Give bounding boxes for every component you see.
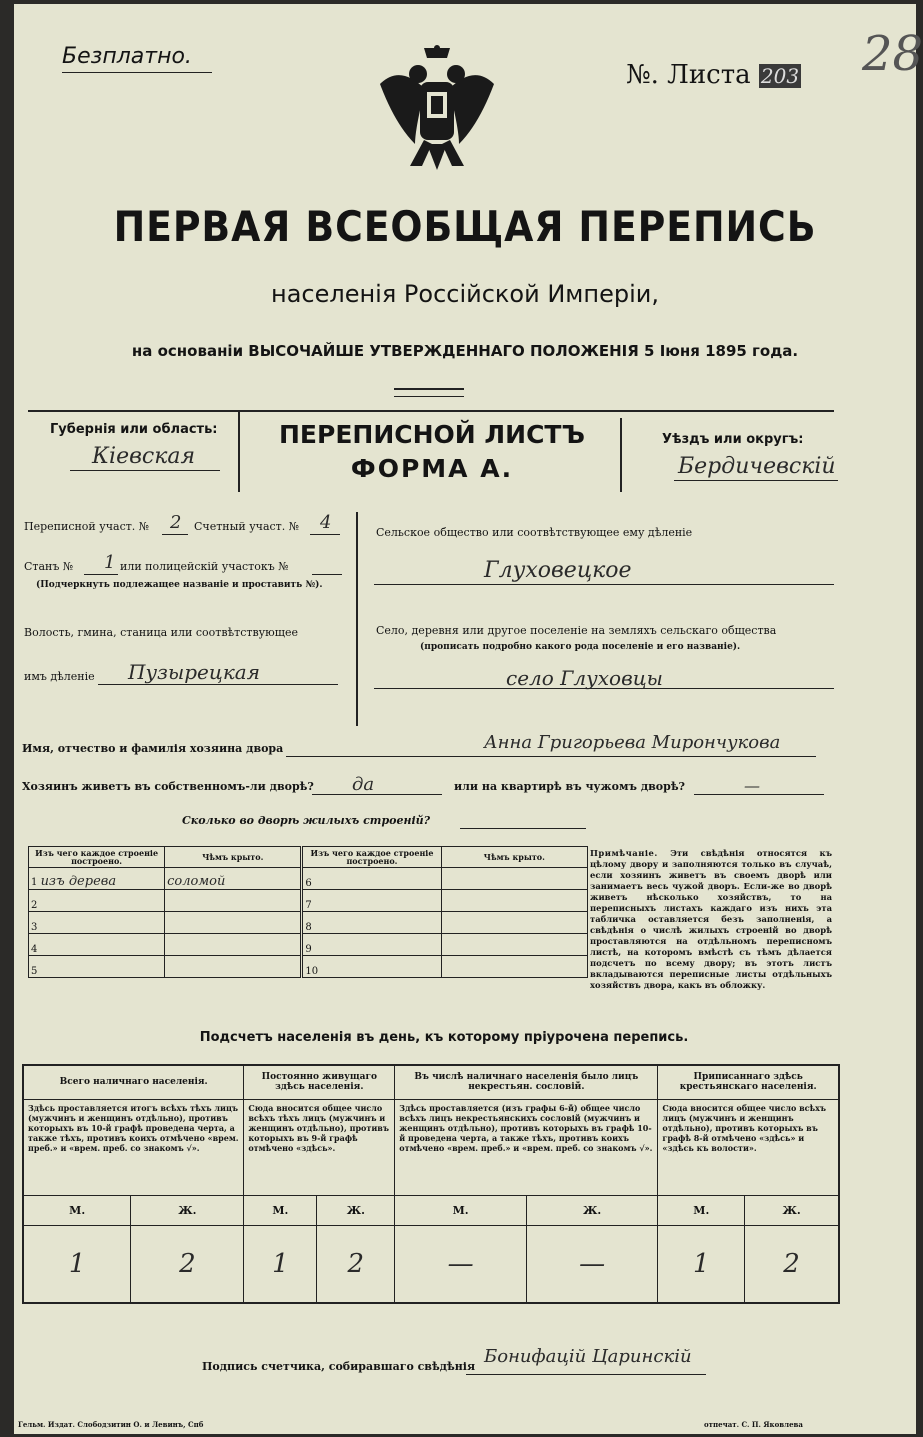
volost-line <box>98 684 338 685</box>
census-title: ПЕРВАЯ ВСЕОБЩАЯ ПЕРЕПИСЬ <box>113 202 817 251</box>
building-material: изъ дерева <box>40 874 117 889</box>
buildings-line <box>460 828 586 829</box>
schet-uch-line <box>310 534 340 535</box>
count-col-head: Всего наличнаго населенія. <box>23 1065 244 1099</box>
printer-left: Гельм. Издат. Слободзитин О. и Левинъ, Спб <box>18 1420 204 1429</box>
table-row <box>29 912 588 934</box>
perepis-uch-line <box>162 534 188 535</box>
row-num: 5 <box>31 966 38 977</box>
count-col-head: Постоянно живущаго здѣсь населенія. <box>244 1065 395 1099</box>
owner-rent-value: — <box>744 776 760 795</box>
signature-line <box>466 1374 706 1375</box>
sheet-number <box>626 60 801 90</box>
corner-mark: 28 <box>862 26 923 82</box>
count-m-value: — <box>395 1225 527 1303</box>
f-header: Ж. <box>317 1195 395 1225</box>
owner-name-label: Имя, отчество и фамилія хозяина двора <box>22 742 284 755</box>
count-title: Подсчетъ населенія въ день, къ которому пріурочена перепись. <box>199 1030 689 1045</box>
count-col-desc: Здѣсь проставляется (изъ графы 6-й) общее число всѣхъ лицъ некрестьянскихъ сословій (мужчинъ и женщинъ отдѣльно), противъ которыхъ въ графѣ 10-й проведена черта, а также тѣхъ, противъ коихъ отмѣчено «врем. преб.» и «врем. преб. со знакомъ √». <box>395 1099 658 1195</box>
row-num: 3 <box>31 922 38 933</box>
perepis-uch-label: Переписной участ. № <box>24 520 150 533</box>
owner-own-line <box>312 794 442 795</box>
society-value: Глуховецкое <box>484 558 632 583</box>
building-roof: соломой <box>167 874 226 889</box>
owner-own-label: Хозяинъ живетъ въ собственномъ-ли дворѣ? <box>22 780 314 793</box>
note-block <box>590 848 832 991</box>
row-num: 1 <box>31 877 38 888</box>
count-f-value: 2 <box>317 1225 395 1303</box>
owner-rent-label: или на квартирѣ въ чужомъ дворѣ? <box>454 780 685 793</box>
volost-value: Пузырецкая <box>128 660 260 684</box>
stan-line <box>84 574 118 575</box>
census-sheet <box>14 4 923 1434</box>
ornament-divider <box>394 388 464 397</box>
stan-value: 1 <box>104 552 116 573</box>
census-subtitle: населенія Россійской Имперіи, <box>271 280 659 308</box>
count-f-value: 2 <box>131 1225 244 1303</box>
table-row <box>29 868 588 890</box>
police-line <box>312 574 342 575</box>
form-label: ФОРМА А. <box>350 454 514 483</box>
middle-divider <box>356 512 358 726</box>
gubernia-label: Губернія или область: <box>50 422 218 437</box>
m-header: М. <box>23 1195 131 1225</box>
uezd-divider <box>620 418 622 492</box>
gubernia-line <box>70 470 220 471</box>
count-col-head: Приписаннаго здѣсь крестьянскаго населенія. <box>658 1065 839 1099</box>
table-row <box>29 934 588 956</box>
underline-note: (Подчеркнуть подлежащее названіе и проставить №). <box>36 580 323 590</box>
village-note: (прописать подробно какого рода поселеніе и его названіе). <box>420 642 741 652</box>
double-headed-eagle-emblem <box>372 44 502 174</box>
signature-value: Бонифацій Царинскій <box>484 1346 692 1367</box>
count-f-value: — <box>526 1225 658 1303</box>
sheet-title: ПЕРЕПИСНОЙ ЛИСТЪ <box>279 420 585 449</box>
schet-uch-value: 4 <box>320 512 332 533</box>
printer-right: отпечат. С. П. Яковлева <box>704 1420 803 1429</box>
police-label: или полицейскій участокъ № <box>120 560 289 573</box>
free-label: Безплатно. <box>62 44 192 69</box>
owner-name-value: Анна Григорьева Мирончукова <box>484 732 781 753</box>
row-num: 6 <box>305 878 312 889</box>
f-header: Ж. <box>526 1195 658 1225</box>
count-f-value: 2 <box>745 1225 839 1303</box>
village-label: Село, деревня или другое поселеніе на земляхъ сельскаго общества <box>376 624 777 637</box>
buildings-table <box>28 846 588 978</box>
note-label: Примѣчаніе. <box>590 848 658 858</box>
society-label: Сельское общество или соотвѣтствующее ему дѣленіе <box>376 526 693 539</box>
volost-label-2: имъ дѣленіе <box>24 670 95 683</box>
uezd-value: Бердичевскій <box>678 454 836 479</box>
row-num: 7 <box>305 900 312 911</box>
top-box-border <box>28 410 834 412</box>
society-line <box>374 584 834 585</box>
m-header: М. <box>244 1195 317 1225</box>
row-num: 9 <box>305 944 312 955</box>
buildings-col-roof: Чѣмъ крыто. <box>165 847 302 868</box>
count-col-desc: Сюда вносится общее число всѣхъ лицъ (мужчинъ и женщинъ отдѣльно), противъ которыхъ въ графѣ 8-й отмѣчено «здѣсь» и «здѣсь къ волости». <box>658 1099 839 1195</box>
count-col-desc: Сюда вносится общее число всѣхъ тѣхъ лицъ (мужчинъ и женщинъ отдѣльно), противъ которыхъ въ 9-й графѣ отмѣчено «здѣсь». <box>244 1099 395 1195</box>
owner-own-value: да <box>352 774 375 795</box>
f-header: Ж. <box>131 1195 244 1225</box>
row-num: 8 <box>305 922 312 933</box>
table-row <box>29 890 588 912</box>
schet-uch-label: Счетный участ. № <box>194 520 300 533</box>
count-table <box>22 1064 840 1304</box>
count-m-value: 1 <box>658 1225 745 1303</box>
owner-name-line <box>286 756 816 757</box>
buildings-col-material: Изъ чего каждое строеніе построено. <box>29 847 165 868</box>
buildings-col-roof-2: Чѣмъ крыто. <box>441 847 587 868</box>
sheet-number-label: №. Листа <box>626 60 751 90</box>
signature-label: Подпись счетчика, собиравшаго свѣдѣнія <box>202 1360 476 1373</box>
village-line <box>374 688 834 689</box>
gubernia-divider <box>238 410 240 492</box>
m-header: М. <box>658 1195 745 1225</box>
buildings-col-material-2: Изъ чего каждое строеніе построено. <box>302 847 441 868</box>
uezd-line <box>674 480 838 481</box>
row-num: 4 <box>31 944 38 955</box>
gubernia-value: Кіевская <box>92 444 196 469</box>
count-m-value: 1 <box>244 1225 317 1303</box>
count-col-head: Въ числѣ наличнаго населенія было лицъ некрестьян. сословій. <box>395 1065 658 1099</box>
volost-label: Волость, гмина, станица или соотвѣтствующее <box>24 626 298 639</box>
buildings-label: Сколько во дворѣ жилыхъ строеній? <box>182 814 431 827</box>
count-m-value: 1 <box>23 1225 131 1303</box>
village-value: село Глуховцы <box>506 666 663 690</box>
perepis-uch-value: 2 <box>170 512 182 533</box>
free-label-underline <box>62 72 212 73</box>
census-basis: на основаніи ВЫСОЧАЙШЕ УТВЕРЖДЕННАГО ПОЛОЖЕНІЯ 5 Іюня 1895 года. <box>131 342 799 360</box>
m-header: М. <box>395 1195 527 1225</box>
stan-label: Станъ № <box>24 560 74 573</box>
f-header: Ж. <box>745 1195 839 1225</box>
sheet-number-value: 203 <box>760 64 800 88</box>
table-row <box>29 956 588 978</box>
uezd-label: Уѣздъ или округъ: <box>662 432 804 447</box>
row-num: 2 <box>31 900 38 911</box>
note-text: Эти свѣдѣнія относятся къ цѣлому двору и заполняются только въ случаѣ, если хозяинъ живетъ въ своемъ дворѣ или занимаетъ весь чужой дворъ. Если-же во дворѣ живетъ нѣсколько хозяйствъ, то на переписныхъ листахъ каждаго изъ нихъ эта табличка оставляется безъ заполненія, а свѣдѣнія о числѣ жилыхъ строеній во дворѣ проставляются на отдѣльномъ переписномъ листѣ, на которомъ вмѣстѣ съ тѣмъ дѣлается подсчетъ по всему двору; въ этотъ листъ вкладываются переписные листы отдѣльныхъ хозяйствъ двора, какъ въ обложку. <box>590 848 832 990</box>
row-num: 10 <box>305 966 319 977</box>
count-col-desc: Здѣсь проставляется итогъ всѣхъ тѣхъ лицъ (мужчинъ и женщинъ отдѣльно), противъ которыхъ въ 10-й графѣ проведена черта, а также тѣхъ, противъ коихъ отмѣчено «врем. преб.» и «врем. преб. со знакомъ √». <box>23 1099 244 1195</box>
